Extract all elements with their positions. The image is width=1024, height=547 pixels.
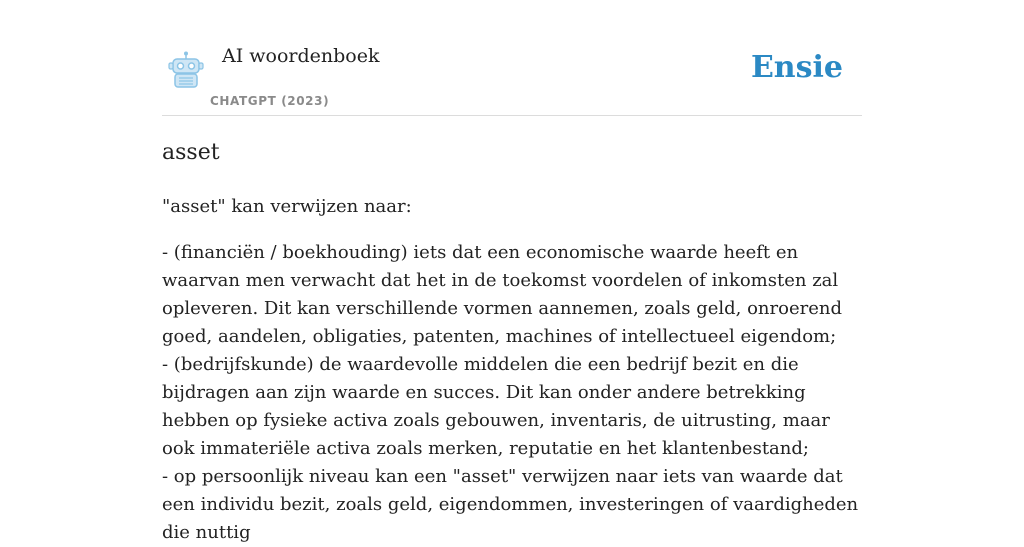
brand-logo[interactable]: Ensie <box>750 50 843 85</box>
definition-item: - op persoonlijk niveau kan een "asset" verwijzen naar iets van waarde dat een individu bezit, zoals geld, eigendommen, investeringen of vaardigheden die nuttig <box>162 466 859 543</box>
robot-icon <box>166 51 206 91</box>
source-subtitle: CHATGPT (2023) <box>210 94 330 108</box>
entry-definition <box>162 239 862 547</box>
entry-term: asset <box>162 140 220 165</box>
entry-header <box>162 0 862 116</box>
definition-item: - (financiën / boekhouding) iets dat een economische waarde heeft en waarvan men verwacht dat het in de toekomst voordelen of inkomsten zal opleveren. Dit kan verschillende vormen aannemen, zoals geld, onroerend goed, aandelen, obligaties, patenten, machines of intellectueel eigendom; <box>162 242 842 347</box>
content-container <box>162 0 862 543</box>
source-title[interactable]: AI woordenboek <box>222 45 380 67</box>
entry-intro: "asset" kan verwijzen naar: <box>162 196 412 217</box>
definition-item: - (bedrijfskunde) de waardevolle middelen die een bedrijf bezit en die bijdragen aan zijn waarde en succes. Dit kan onder andere betrekking hebben op fysieke activa zoals gebouwen, inventaris, de uitrusting, maar ook immateriële activa zoals merken, reputatie en het klantenbestand; <box>162 354 830 459</box>
